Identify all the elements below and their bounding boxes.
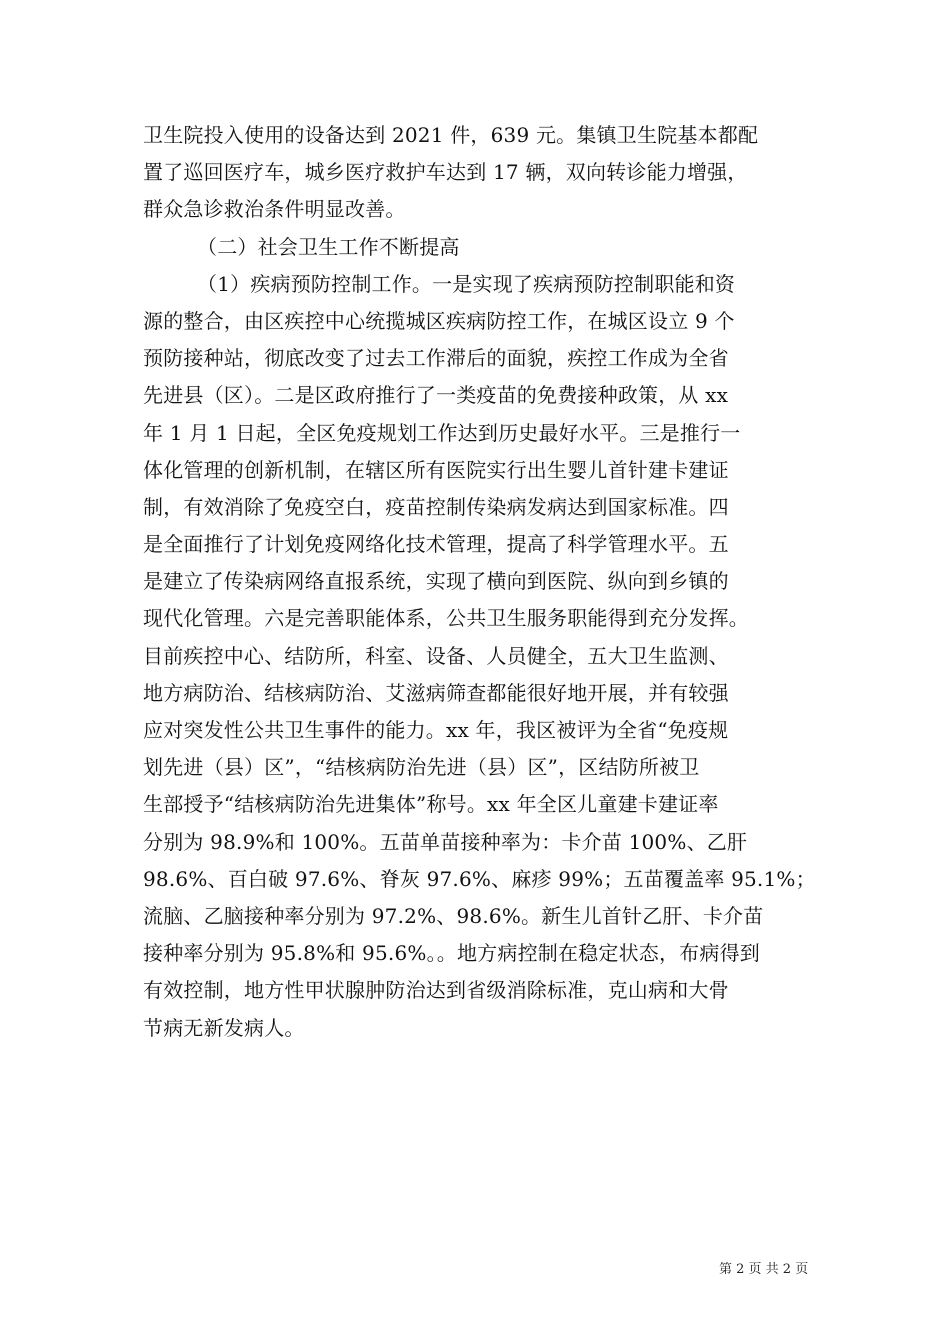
- text-line: 预防接种站，彻底改变了过去工作滞后的面貌，疾控工作成为全省: [143, 346, 729, 371]
- text-line: 群众急诊救治条件明显改善。: [143, 197, 406, 222]
- text-line: 年 1 月 1 日起，全区免疫规划工作达到历史最好水平。三是推行一: [143, 420, 741, 445]
- text-line: 先进县（区）。二是区政府推行了一类疫苗的免费接种政策，从 xx: [143, 383, 729, 408]
- text-line: 制，有效消除了免疫空白，疫苗控制传染病发病达到国家标准。四: [143, 494, 729, 519]
- text-line: 源的整合，由区疾控中心统揽城区疾病防控工作，在城区设立 9 个: [143, 308, 735, 333]
- text-line: 接种率分别为 95.8%和 95.6%。。地方病控制在稳定状态，布病得到: [143, 941, 760, 966]
- text-line: 流脑、乙脑接种率分别为 97.2%、98.6%。新生儿首针乙肝、卡介苗: [143, 903, 764, 928]
- text-line: 卫生院投入使用的设备达到 2021 件，639 元。集镇卫生院基本都配: [143, 123, 759, 147]
- page-number: 第 2 页 共 2 页: [719, 1262, 809, 1277]
- text-line: 节病无新发病人。: [143, 1015, 305, 1040]
- text-line: 划先进（县）区”，“结核病防治先进（县）区”，区结防所被卫: [143, 755, 700, 780]
- document-body: [143, 117, 823, 1047]
- text-line: 有效控制，地方性甲状腺肿防治达到省级消除标准，克山病和大骨: [143, 978, 729, 1003]
- text-line: 现代化管理。六是完善职能体系，公共卫生服务职能得到充分发挥。: [143, 606, 749, 631]
- paragraph-first-line: （1）疾病预防控制工作。一是实现了疾病预防控制职能和资: [197, 271, 736, 296]
- text-line: 是建立了传染病网络直报系统，实现了横向到医院、纵向到乡镇的: [143, 569, 729, 594]
- text-line: 地方病防治、结核病防治、艾滋病筛查都能很好地开展，并有较强: [143, 680, 729, 705]
- text-line: 98.6%、百白破 97.6%、脊灰 97.6%、麻疹 99%；五苗覆盖率 95.1%；: [143, 866, 816, 891]
- text-line: 目前疾控中心、结防所，科室、设备、人员健全，五大卫生监测、: [143, 643, 729, 668]
- text-line: 分别为 98.9%和 100%。五苗单苗接种率为：卡介苗 100%、乙肝: [143, 829, 748, 854]
- text-line: 置了巡回医疗车，城乡医疗救护车达到 17 辆，双向转诊能力增强，: [143, 160, 748, 185]
- text-line: 应对突发性公共卫生事件的能力。xx 年，我区被评为全省“免疫规: [143, 718, 729, 742]
- section-heading: （二）社会卫生工作不断提高: [197, 234, 460, 259]
- text-line: 生部授予“结核病防治先进集体”称号。xx 年全区儿童建卡建证率: [143, 792, 719, 817]
- text-line: 体化管理的创新机制，在辖区所有医院实行出生婴儿首针建卡建证: [143, 457, 729, 482]
- text-line: 是全面推行了计划免疫网络化技术管理，提高了科学管理水平。五: [143, 532, 729, 557]
